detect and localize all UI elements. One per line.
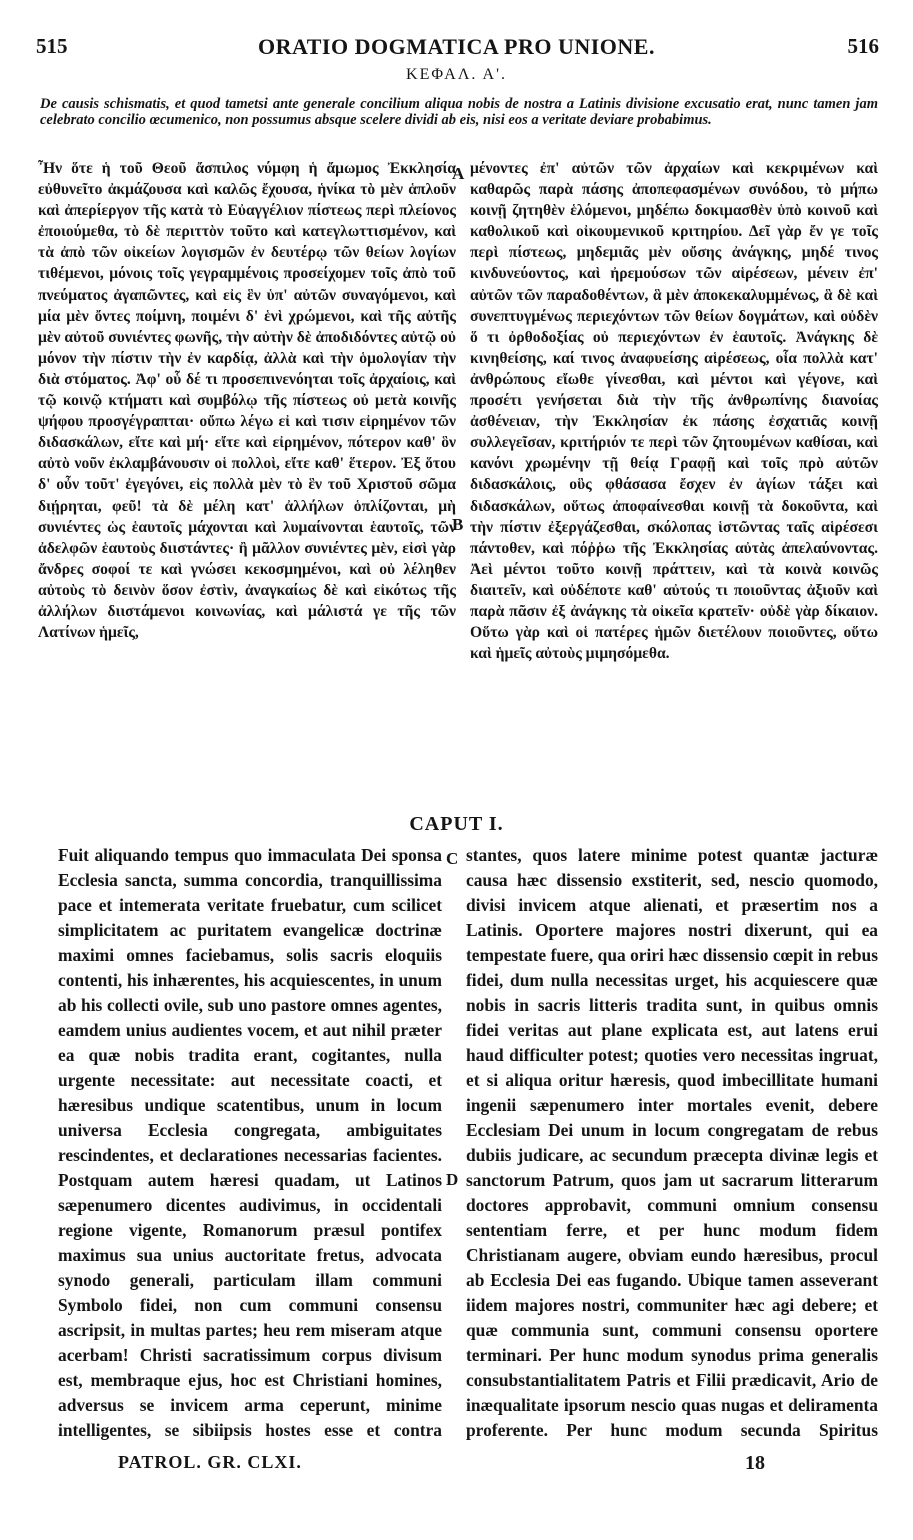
latin-paragraph-left: Fuit aliquando tempus quo immaculata Dei sponsa Ecclesia sancta, summa concordia, tranquillissima pace et intemerata veritate fruebatur, cum scilicet simplicitatem ac puritatem evangelicæ doctrinæ maximi omnes faciebamus, solis sacris eloquiis contenti, his inhærentes, his acquiescentes, in unum ab his collecti ovile, sub uno pastore omnes agentes, eamdem unius audientes vocem, et aut nihil præter ea quæ nobis tradita erant, cogitantes, nulla urgente necessitate: aut necessitate coacti, et hæresibus undique scatentibus, unum in locum universa Ecclesia congregata, ambiguitates rescindentes, et declarationes necessarias facientes. Postquam autem hæresi quadam, ut Latinos sæpenumero dicentes audivimus, in occidentali regione vigente, Romanorum præsul pontifex maximus sua unius auctoritate fretus, advocata synodo generali, particulam illam communi Symbolo fidei, non cum communi consensu ascripsit, in multas partes; heu rem miseram atque acerbam! Christi sacratissimum corpus divisum est, membraque ejus, hoc est Christiani homines, adversus se invicem arma ceperunt, minime intelligentes, se sibiipsis hostes esse et contra — [58, 845, 442, 1440]
margin-letter-c: C — [446, 849, 459, 868]
margin-letter-d: D — [446, 1170, 459, 1189]
signature-mark: PATROL. GR. CLXI. — [118, 1452, 302, 1472]
greek-column-right — [470, 158, 878, 808]
margin-letter-b: B — [452, 515, 464, 534]
page-footer — [0, 1452, 913, 1478]
latin-paragraph-right: stantes, quos latere minime potest quantæ jacturæ causa hæc dissensio exstiterit, sed, nescio quomodo, divisi invicem atque alienati, et præsertim nos a Latinis. Oportere majores nostri dixerunt, qui ea tempestate fuere, qua oriri hæc dissensio cœpit in rebus fidei, dum nulla necessitas urget, his acquiescere quæ nobis in sacris litteris tradita sunt, in quibus omnis fidei veritas aut plane explicata est, aut latens erui haud difficulter potest; quoties vero necessitas ingruat, et si aliqua oritur hæresis, quod imbecillitate humani ingenii sæpenumero inter mortales evenit, debere Ecclesiam Dei unum in locum congregatam de rebus dubiis judicare, ac secundum præcepta divinæ legis et sanctorum Patrum, quos jam ut sacrarum litterarum doctores approbavit, communi omnium consensu sententiam ferre, et per hunc modum fidem Christianam augere, obviam eundo hæresibus, procul ab Ecclesia Dei eas fugando. Ubique tamen asseverant iidem majores nostri, communiter hæc agi debere; et quæ communia sunt, communi consensu oportere terminari. Per hunc modum synodus prima generalis consubstantialitatem Patris et Filii prædicavit, Ario de inæqualitate ipsorum nescio quas nugas et deliramenta proferente. Per hunc modum secunda Spiritus — [466, 845, 878, 1440]
sheet-number: 18 — [745, 1452, 765, 1474]
margin-letter-a: A — [452, 164, 465, 183]
page-title: ORATIO DOGMATICA PRO UNIONE. — [258, 34, 655, 59]
greek-chapter-label: ΚΕΦΑΛ. Α'. — [406, 66, 507, 83]
page-number-right: 516 — [847, 34, 879, 58]
greek-column-left — [38, 158, 456, 808]
greek-paragraph-right: μένοντες ἐπ' αὐτῶν τῶν ἀρχαίων καὶ κεκριμένων καὶ καθαρῶς παρὰ πάσης ἀποπεφασμένων συνόδου, τὸ μήπω κοινῇ ζητηθὲν ἑλόμενοι, μηδέπω δοκιμασθὲν ὑπὸ κοινοῦ καὶ καθολικοῦ καὶ οἰκουμενικοῦ κριτηρίου. Δεῖ γὰρ ἔν γε τοῖς περὶ πίστεως, μηδεμιᾶς μὲν οὔσης ἀνάγκης, μηδέ τινος κινδυνεύοντος, καὶ ἠρεμούσων τῶν αἱρέσεων, μένειν ἐπ' αὐτῶν τῶν παραδοθέντων, ἃ μὲν ἀποκεκαλυμμένως, ἃ δὲ καὶ συνεπτυγμένως περιεχόντων τῶν θείων δογμάτων, καὶ οὐδὲν ὅ τι ὀρθοδοξίας οὐ περιεχόντων ἐν ἑαυτοῖς. Ἀνάγκης δὲ κινηθείσης, καί τινος ἀναφυείσης αἱρέσεως, οἷα πολλὰ κατ' ἀνθρώπους εἴωθε γίνεσθαι, καὶ μέντοι καὶ γέγονε, καὶ προσέτι γενήσεται διὰ τὴν τῆς ἀνθρωπίνης διανοίας ἀσθένειαν, τὴν Ἐκκλησίαν ἐκ πάσης ἐσχατιᾶς κοινῇ συλλεγεῖσαν, κριτήριόν τε περὶ τῶν ζητουμένων καθίσαι, καὶ κανόνι χρωμένην τῇ θείᾳ Γραφῇ καὶ τοῖς πρὸ αὐτῶν διδασκάλοις, οὓς φθάσασα ἔσχεν ἐν ἁγίων τάξει καὶ διδασκάλων, οὕτως ἀποφαίνεσθαι κοινῇ τὰ δοκοῦντα, καὶ τὴν πίστιν ἐξεργάζεσθαι, σκόλοπας ἱστῶντας ταῖς αἱρέσεσι πάντοθεν, καὶ πόῤῥω τῆς Ἐκκλησίας αὐτὰς ἀπελαύνοντας. Ἀεὶ μέντοι τοῦτο κοινῇ πράττειν, καὶ τὰ κοινὰ κοινῶς διαιτεῖν, καὶ οὐδέποτε καθ' αὐτούς τι ποιοῦντας ἀξιοῦν καὶ παρὰ πᾶσιν ἐξ ἀνάγκης τὰ οἰκεῖα κρατεῖν· οὐδὲ γὰρ δίκαιον. Οὕτω γὰρ καὶ οἱ πατέρες ἡμῶν διετέλουν ποιοῦντες, οὕτω καὶ ἡμεῖς αὐτοὺς μιμησόμεθα. — [470, 160, 878, 663]
caput-heading: CAPUT I. — [409, 813, 504, 835]
greek-paragraph-left: Ἦν ὅτε ἡ τοῦ Θεοῦ ἄσπιλος νύμφη ἡ ἄμωμος Ἐκκλησία εὐθυνεῖτο ἀκμάζουσα καὶ καλῶς ἔχουσα, ἡνίκα τὸ μὲν ἁπλοῦν καὶ ἀπερίεργον τῆς κατὰ τὸ Εὐαγγέλιον πίστεως περὶ πλείονος ἐποιούμεθα, τὸ δὲ περιττὸν τοῦτο καὶ κατεγλωττισμένον, καὶ τὰ ἀπὸ τῶν οἰκείων λογισμῶν ἐν δευτέρῳ τῶν θείων λογίων τιθέμενοι, μόνοις τοῖς γεγραμμένοις προσείχομεν τοῖς ἀπὸ τοῦ πνεύματος ἀγαπῶντες, καὶ εἰς ἓν ὑπ' αὐτῶν συναγόμενοι, καὶ μία μὲν ὄντες ποίμνη, ποιμένι δ' ἑνὶ χρώμενοι, καὶ τῆς αὐτῆς μὲν αὐτοῦ συνιέντες φωνῆς, τὴν αὐτὴν δὲ ἀποδιδόντες αὐτῷ οὐ μόνον τὴν πίστιν τὴν ἐν καρδίᾳ, ἀλλὰ καὶ τὴν ὁμολογίαν τὴν διὰ στόματος. Ἀφ' οὗ δέ τι προσεπινενόηται τοῖς ἀρχαίοις, καὶ τῷ κοινῷ κτήματι καὶ συμβόλῳ τῆς πίστεως οὐ μετὰ κοινῆς ψήφου προσγέγραπται· οὔπω λέγω εἰ καὶ τισιν εἰρημένον τῶν διδασκάλων, εἴτε καὶ μή· εἴτε καὶ εἰρημένον, πότερον καθ' ὃν αὐτὸ νοῦν ἐκλαμβάνουσιν οἱ πολλοὶ, εἴτε καθ' ἕτερον. Ἐξ ὅτου δ' οὖν τοῦτ' ἐγεγόνει, εἰς πολλὰ μὲν τὸ ἓν τοῦ Χριστοῦ σῶμα διῄρηται, φεῦ! τὰ δὲ μέλη κατ' ἀλλήλων ὁπλίζονται, μὴ συνιέντες ὡς ἑαυτοῖς μάχονται καὶ λυμαίνονται ἑαυτοῖς, τῶν ἀδελφῶν ἑαυτοὺς διιστάντες· ἢ μᾶλλον συνιέντες μὲν, εἰσὶ γὰρ ἄνδρες σοφοί τε καὶ γνώσει κεκοσμημένοι, καὶ οὐ λέληθεν αὐτοὺς τὸ δεινὸν ὅσον ἐστὶν, ἀναγκαίως δὲ καὶ εἰκότως τῆς ἀλλήλων διιστάμενοι κοινωνίας, καὶ μάλιστά γε τῆς τῶν Λατίνων ἡμεῖς, — [38, 160, 456, 642]
page-number-left: 515 — [36, 34, 68, 58]
chapter-summary: De causis schismatis, et quod tametsi ante generale concilium aliqua nobis de nostra a Latinis divisione excusatio erat, nunc tamen jam celebrato concilio œcumenico, non possumus absque scelere dividi ab eis, nisi eos a veritate deviare probabimus. — [40, 96, 878, 128]
latin-column-left — [58, 843, 442, 1443]
running-head — [0, 34, 913, 64]
latin-column-right — [466, 843, 878, 1443]
